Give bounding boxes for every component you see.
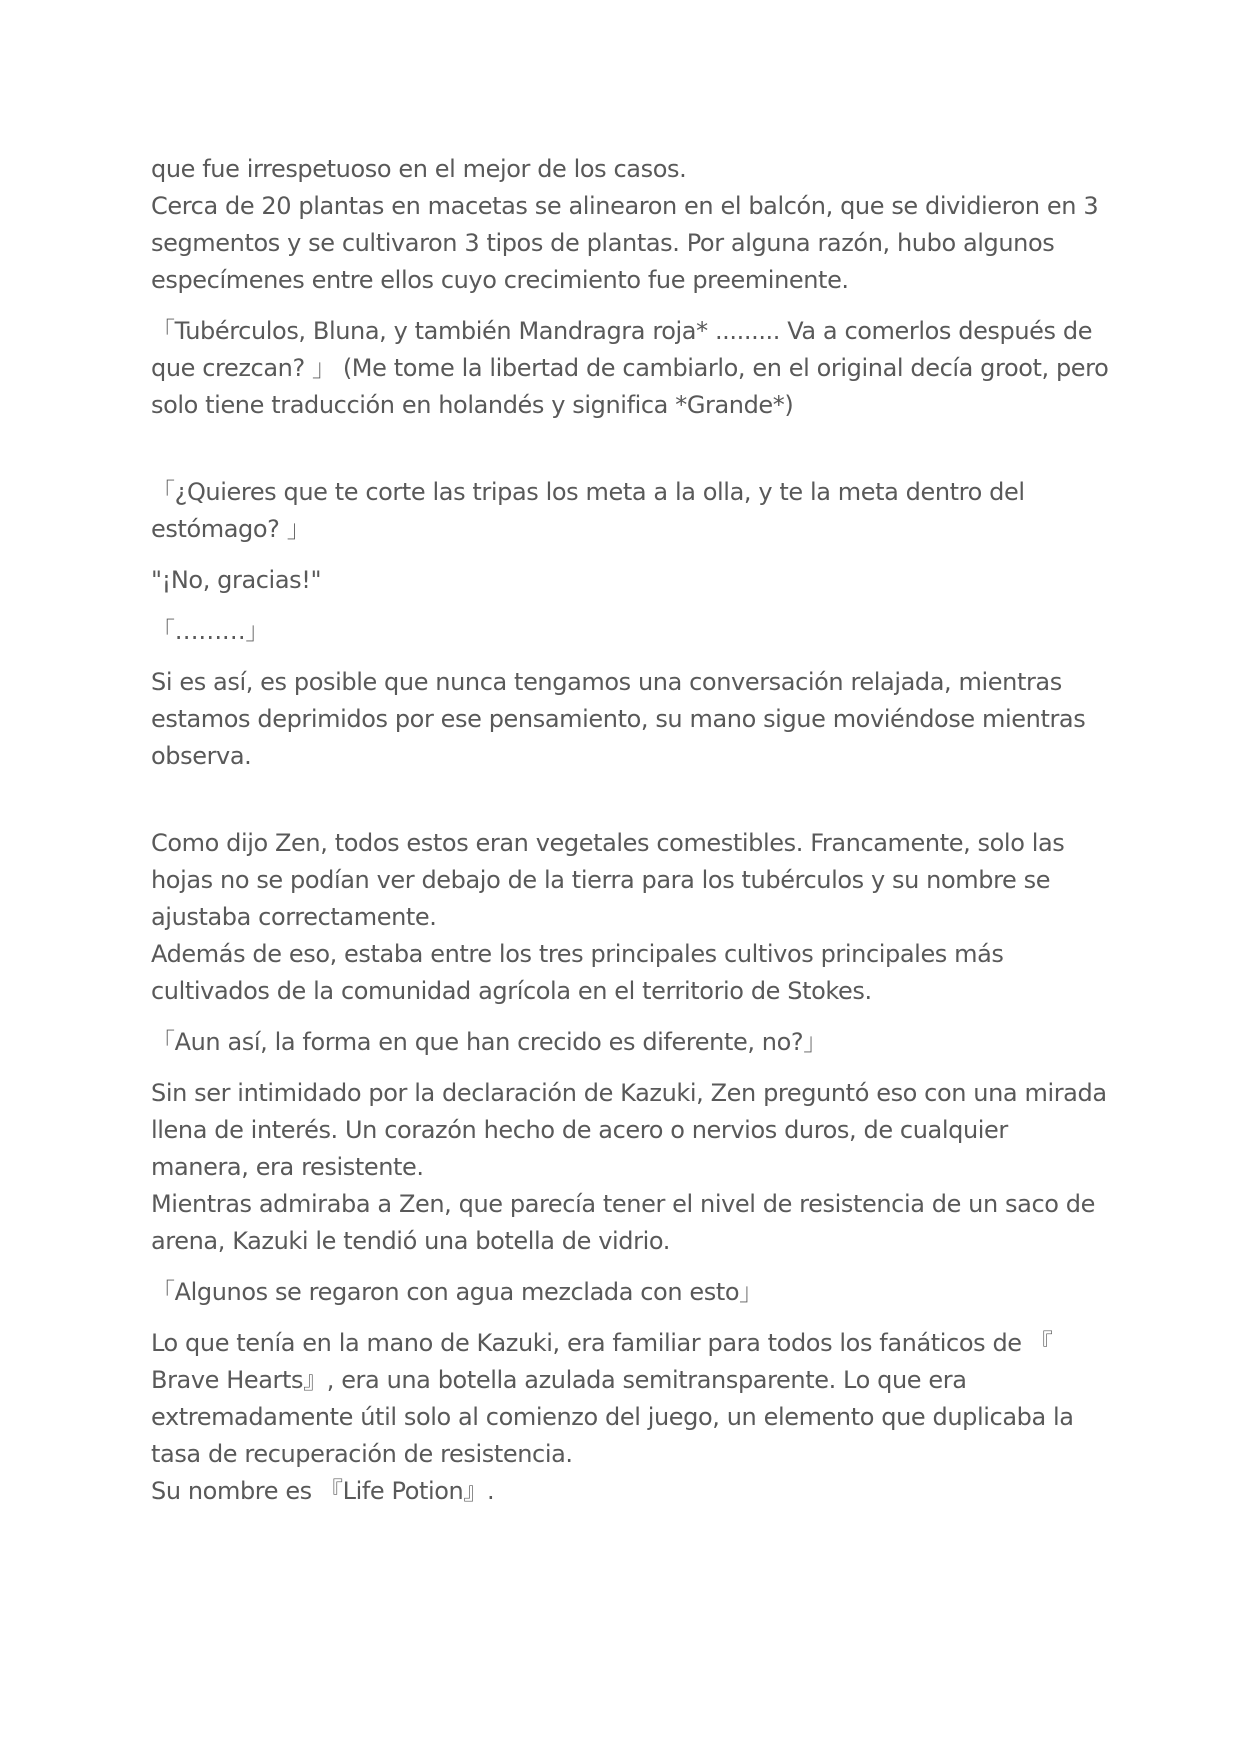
text-line: solo tiene traducción en holandés y significa *Grande*) [151, 391, 794, 419]
text-line: Si es así, es posible que nunca tengamos una conversación relajada, mientras [151, 668, 1062, 696]
text-line: 「Algunos se regaron con agua mezclada con esto」 [151, 1278, 763, 1306]
blank-line [151, 438, 1101, 474]
text-line: segmentos y se cultivaron 3 tipos de plantas. Por alguna razón, hubo algunos [151, 229, 1055, 257]
paragraph-8 [151, 1024, 1101, 1061]
text-line: Cerca de 20 plantas en macetas se alinearon en el balcón, que se dividieron en 3 [151, 192, 1099, 220]
text-line: Además de eso, estaba entre los tres principales cultivos principales más [151, 940, 1004, 968]
text-line: Sin ser intimidado por la declaración de Kazuki, Zen preguntó eso con una mirada [151, 1079, 1107, 1107]
text-line: 「¿Quieres que te corte las tripas los meta a la olla, y te la meta dentro del [151, 478, 1025, 506]
paragraph-3 [151, 474, 1101, 548]
paragraph-2 [151, 313, 1109, 424]
paragraph-10 [151, 1274, 1101, 1311]
text-line: tasa de recuperación de resistencia. [151, 1440, 573, 1468]
text-line: Como dijo Zen, todos estos eran vegetales comestibles. Francamente, solo las [151, 829, 1065, 857]
text-line: Brave Hearts』, era una botella azulada semitransparente. Lo que era [151, 1366, 967, 1394]
text-line: Mientras admiraba a Zen, que parecía tener el nivel de resistencia de un saco de [151, 1190, 1095, 1218]
paragraph-4 [151, 562, 1101, 599]
text-line: Su nombre es 『Life Potion』. [151, 1477, 495, 1505]
text-line: estómago? 」 [151, 515, 311, 543]
text-line: ajustaba correctamente. [151, 903, 437, 931]
text-line: que fue irrespetuoso en el mejor de los casos. [151, 155, 687, 183]
text-line: llena de interés. Un corazón hecho de acero o nervios duros, de cualquier [151, 1116, 1008, 1144]
text-line: 「Aun así, la forma en que han crecido es diferente, no?」 [151, 1028, 827, 1056]
text-line: hojas no se podían ver debajo de la tierra para los tubérculos y su nombre se [151, 866, 1051, 894]
text-line: "¡No, gracias!" [151, 566, 322, 594]
text-line: 「………」 [151, 617, 269, 645]
text-line: que crezcan? 」 (Me tome la libertad de cambiarlo, en el original decía groot, pero [151, 354, 1109, 382]
text-line: extremadamente útil solo al comienzo del juego, un elemento que duplicaba la [151, 1403, 1074, 1431]
paragraph-5 [151, 613, 1101, 650]
text-line: observa. [151, 742, 252, 770]
paragraph-7 [151, 825, 1101, 1010]
text-line: Lo que tenía en la mano de Kazuki, era familiar para todos los fanáticos de 『 [151, 1329, 1053, 1357]
text-line: manera, era resistente. [151, 1153, 424, 1181]
text-line: 「Tubérculos, Bluna, y también Mandragra roja* ......... Va a comerlos después de [151, 317, 1093, 345]
text-line: estamos deprimidos por ese pensamiento, su mano sigue moviéndose mientras [151, 705, 1086, 733]
text-line: especímenes entre ellos cuyo crecimiento fue preeminente. [151, 266, 849, 294]
paragraph-1 [151, 151, 1101, 299]
blank-line [151, 789, 1101, 825]
document-body [151, 151, 1109, 1524]
paragraph-6 [151, 664, 1101, 775]
text-line: arena, Kazuki le tendió una botella de vidrio. [151, 1227, 670, 1255]
paragraph-9 [151, 1075, 1107, 1260]
paragraph-11 [151, 1325, 1101, 1510]
text-line: cultivados de la comunidad agrícola en el territorio de Stokes. [151, 977, 872, 1005]
